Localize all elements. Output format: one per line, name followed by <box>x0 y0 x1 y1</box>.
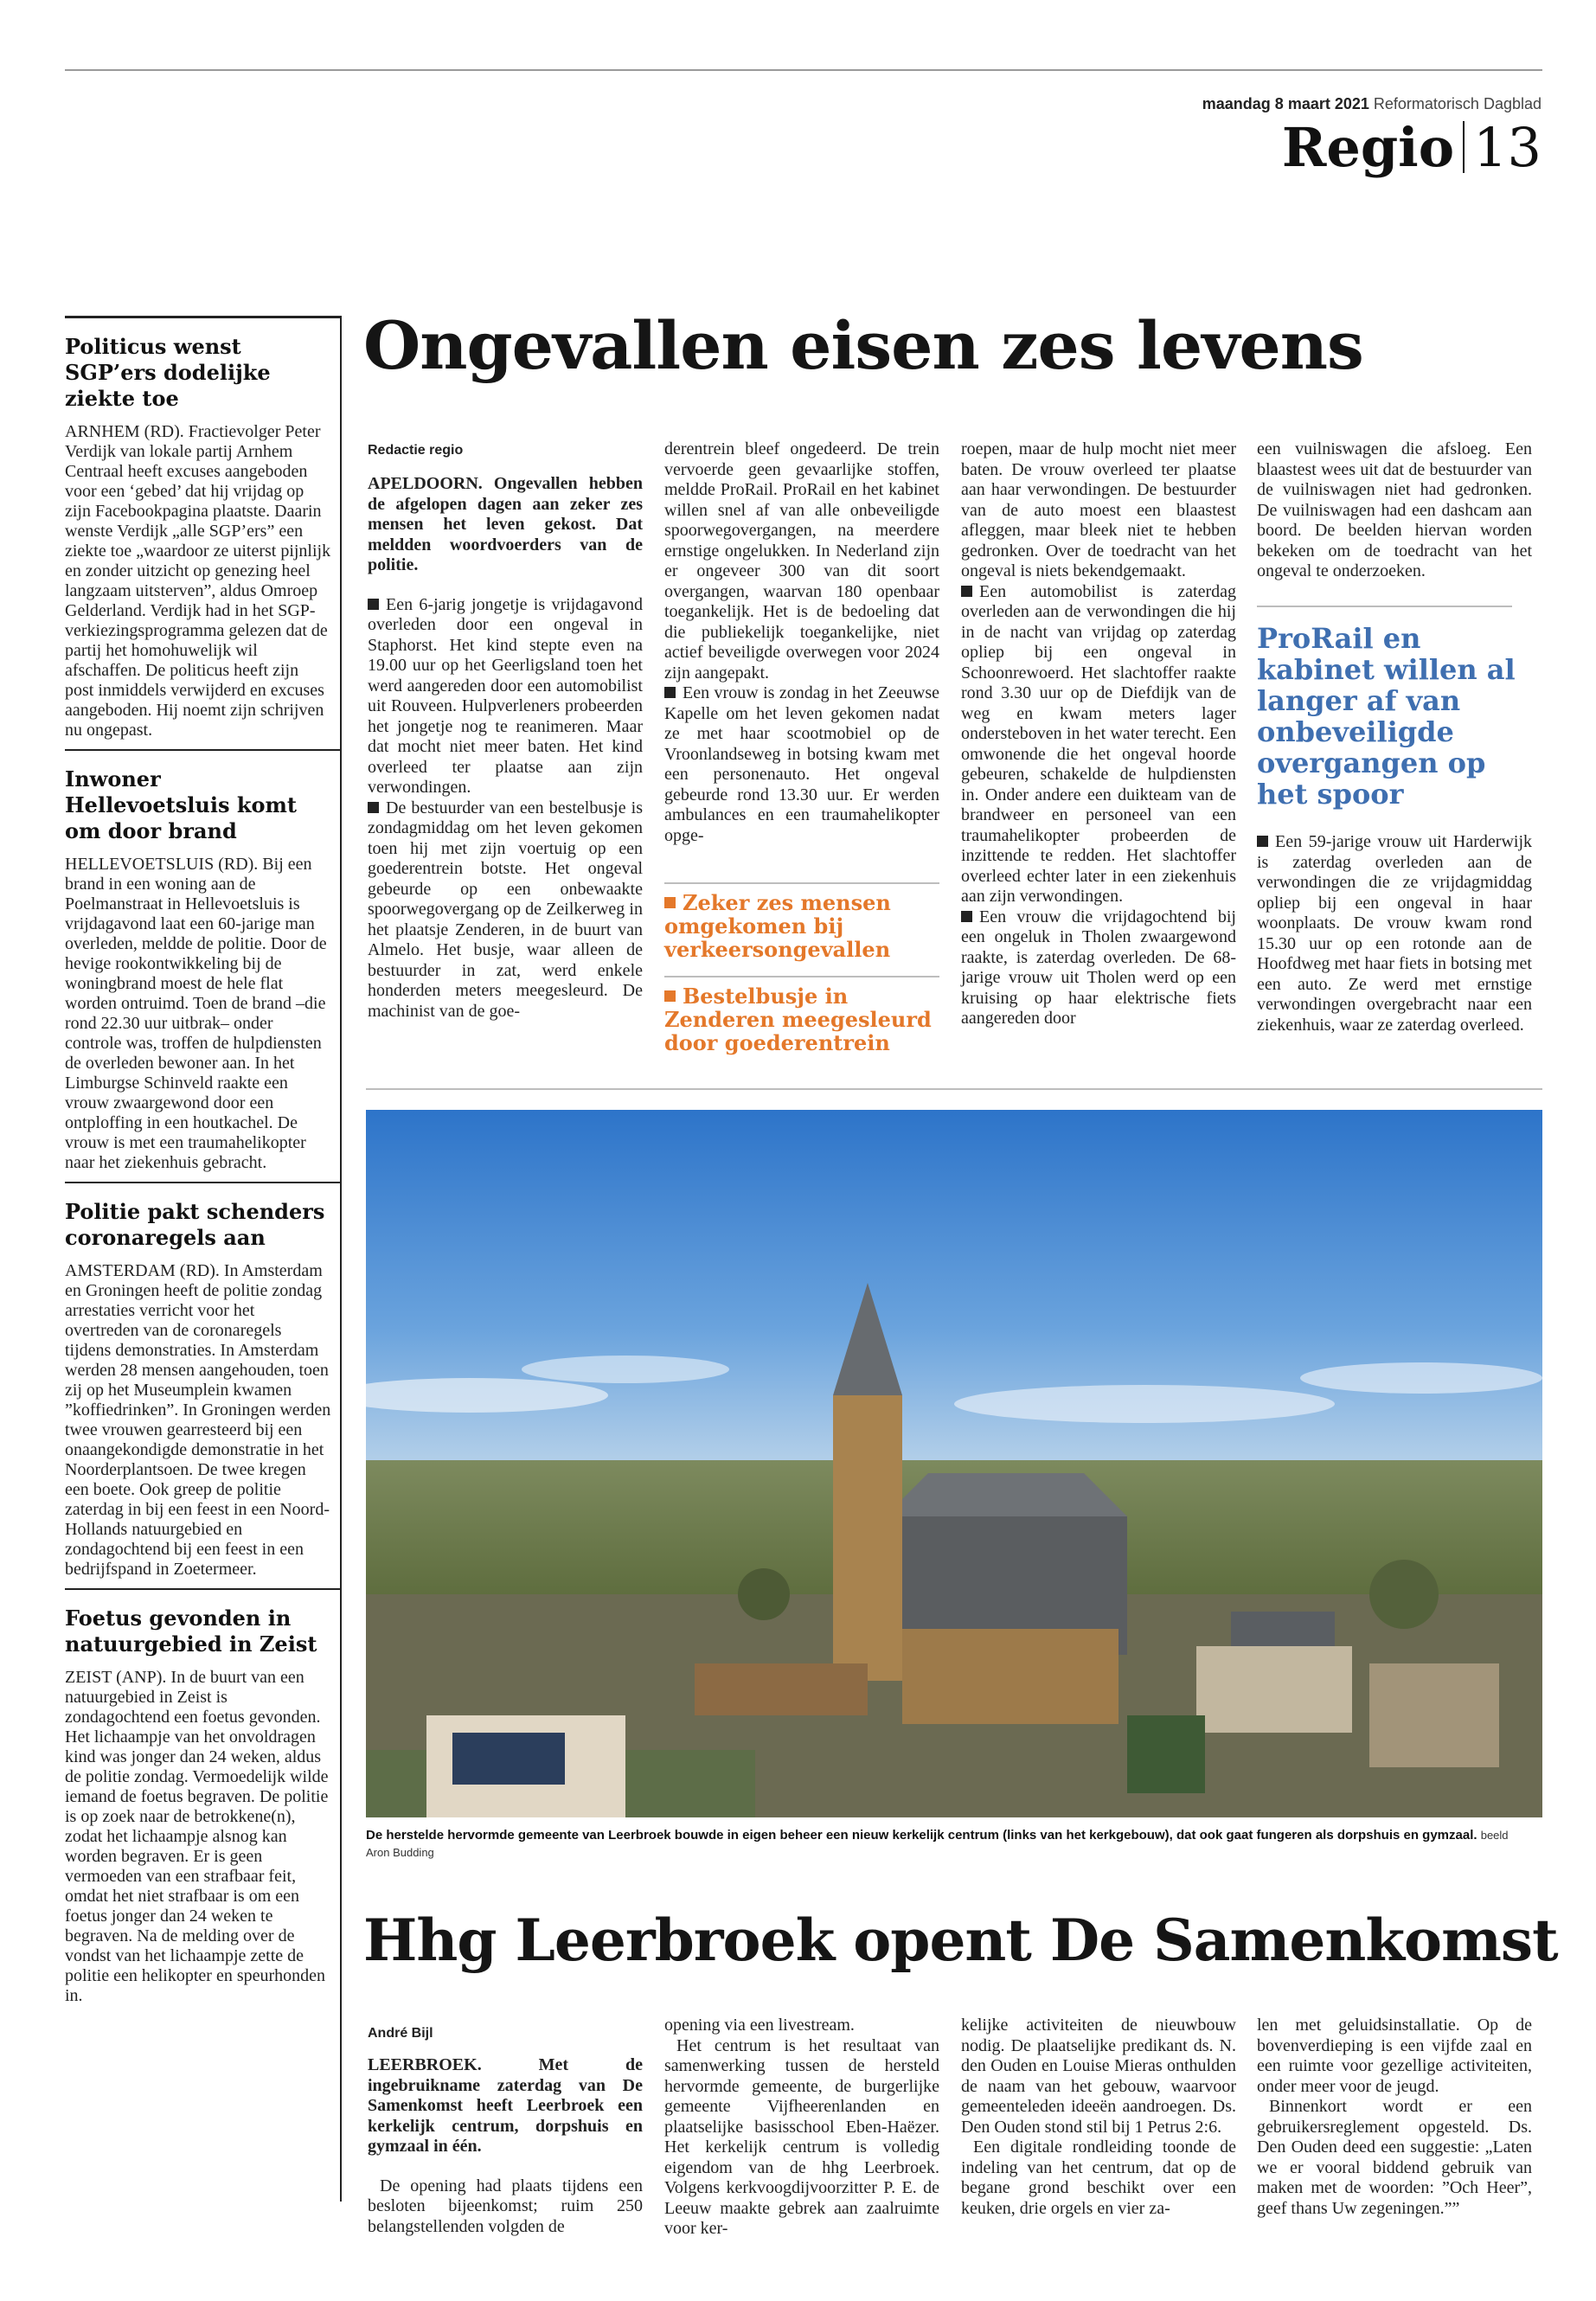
paragraph: Een 6-jarig jongetje is vrijdagavond overleden door een ongeval in Staphorst. Het kind stepte even na 19.00 uur op het Geerligsland toen het werd aangereden door een automobilist uit Rouveen. Hulpverleners probeerden het jongetje nog te reanimeren. Maar dat mocht niet meer baten. Het kind overleed ter plaatse aan zijn verwondingen. <box>368 594 643 797</box>
brief-body: HELLEVOETSLUIS (RD). Bij een brand in een woning aan de Poelmanstraat in Hellevoetsluis is vrijdagavond laat een 60-jarige man overleden, meldde de politie. Door de hevige rookontwikkeling bij de woningbrand moest de hele flat worden ontruimd. Toen de brand –die rond 22.30 uur uitbrak– onder controle was, troffen de hulpdiensten de overleden bewoner aan. In het Limburgse Schinveld raakte een vrouw zwaargewond door een ontploffing in een houtkachel. De vrouw is met een traumahelikopter naar het ziekenhuis gebracht. <box>65 855 327 1172</box>
paragraph: Een vrouw die vrijdagochtend bij een ongeluk in Tholen zwaargewond raakte, is zaterdag overleden. De 68-jarige vrouw uit Tholen werd op een kruising op haar elektrische fiets aangereden door <box>961 907 1236 1028</box>
brief-item <box>65 1588 340 2015</box>
kicker-rule <box>664 882 939 884</box>
article2-column-1 <box>368 2055 643 2237</box>
bullet-square <box>961 911 972 922</box>
paragraph: kelijke activiteiten de nieuwbouw nodig. De plaatselijke predikant ds. N. den Ouden en Louise Mieras onthulden de naam van het gebouw, waarvoor gemeenteleden ideeën aandroegen. Ds. Den Ouden stond stil bij 1 Petrus 2:6. <box>961 2016 1236 2137</box>
brief-title: Politicus wenst SGP’ers dodelijke ziekte toe <box>65 334 271 411</box>
bullet-square <box>961 586 972 597</box>
paragraph: Binnenkort wordt er een gebruikersreglement opgesteld. Ds. Den Ouden deed een suggestie: „Laten we er vooral biddend gebruik van maken met de woorden: ”Och Heer”, geef thans Uw zegeningen.”” <box>1257 2097 1532 2218</box>
dateline <box>1202 95 1542 113</box>
bullet-square <box>664 687 676 698</box>
paragraph: roepen, maar de hulp mocht niet meer baten. De vrouw overleed ter plaatse aan haar verwondingen. De bestuurder van de auto moest een blaastest afleggen, maar bleek niet te hebben gedronken. Over de toedracht van het ongeval is niets bekendgemaakt. <box>961 439 1236 580</box>
brief-item <box>65 749 340 1182</box>
article-intro: LEERBROEK. Met de ingebruikname zaterdag van De Samenkomst heeft Leerbroek een kerkelijk centrum, dorpshuis en gymzaal in één. <box>368 2055 643 2156</box>
bullet-square <box>1257 836 1268 847</box>
article-column-3 <box>961 439 1236 1029</box>
article-headline: Hhg Leerbroek opent De Samenkomst <box>363 1907 1558 1974</box>
subhead-rule <box>1257 606 1512 607</box>
paragraph: len met geluidsinstallatie. Op de bovenverdieping is een vijfde zaal en een ruimte voor gezellige activiteiten, onder meer voor de jeugd. <box>1257 2016 1532 2096</box>
article2-column-2 <box>664 2016 939 2240</box>
issue-date: maandag 8 maart 2021 <box>1202 95 1369 112</box>
article2-column-4 <box>1257 2016 1532 2219</box>
article-column-2 <box>664 439 939 846</box>
brief-item <box>65 1182 340 1588</box>
paragraph: De opening had plaats tijdens een besloten bijeenkomst; ruim 250 belangstellenden volgden de <box>368 2176 643 2236</box>
kicker-rule <box>664 976 939 977</box>
brief-item <box>65 316 340 749</box>
article-subheading: ProRail en kabinet willen al langer af van onbeveiligde overgangen op het spoor <box>1257 622 1516 811</box>
article-byline: André Bijl <box>368 2026 433 2041</box>
brief-body: ARNHEM (RD). Fractievolger Peter Verdijk van lokale partij Arnhem Centraal heeft excuses aangeboden voor een ‘gebed’ dat hij vrijdag op zijn Facebookpagina plaatste. Daarin wenste Verdijk „alle SGP’ers” een ziekte toe „waardoor ze uiterst pijnlijk en zonder uitzicht op genezing heel langzaam uitsterven”, aldus Omroep Gelderland. Verdijk had in het SGP-verkiezingsprogramma gelezen dat de partij het homohuwelijk wil afschaffen. De politicus heeft zijn post inmiddels verwijderd en excuses aangeboden. Hij noemt zijn schrijven nu ongepast. <box>65 422 331 740</box>
section-name: Regio <box>1281 116 1455 179</box>
article-column-4 <box>1257 439 1532 582</box>
bullet-square <box>664 990 676 1002</box>
paragraph: Een 59-jarige vrouw uit Harderwijk is zaterdag overleden aan de verwondingen die ze vrijdagmiddag opliep bij een ongeval in haar woonplaats. De vrouw kwam rond 15.30 uur op een rotonde aan de Hoofdweg met haar fiets in botsing met een auto. Ze werd met ernstige verwondingen overgebracht naar een ziekenhuis, waar ze zaterdag overleed. <box>1257 832 1532 1035</box>
article-column-1 <box>368 474 643 1022</box>
brief-title: Inwoner Hellevoetsluis komt om door brand <box>65 766 297 843</box>
bullet-square <box>368 599 379 610</box>
article2-column-3 <box>961 2016 1236 2219</box>
paragraph: Een vrouw is zondag in het Zeeuwse Kapelle om het leven gekomen nadat ze met haar scootmobiel op de Vroonlandseweg in botsing kwam met een personenauto. Het ongeval gebeurde rond 13.30 uur. Er werden ambulances en een traumahelikopter opge- <box>664 683 939 845</box>
paragraph: derentrein bleef ongedeerd. De trein vervoerde geen gevaarlijke stoffen, meldde ProRail. ProRail en het kabinet willen snel af van alle onbeveiligde spoorwegovergangen, na meerdere ernstige ongelukken. In Nederland zijn er ongeveer 300 van dit soort overgangen, waarvan 180 openbaar toegankelijk. Het is de bedoeling dat die publiekelijk toegankelijke, niet actief beveiligde overwegen voor 2024 zijn aangepakt. <box>664 439 939 683</box>
photo-credit: beeld Aron Budding <box>366 1829 1509 1859</box>
section-divider <box>1463 121 1465 173</box>
bullet-square <box>368 802 379 813</box>
quote-kicker: Bestelbusje in Zenderen meegesleurd door goederentrein <box>664 984 932 1055</box>
article-column-4-bottom <box>1257 832 1532 1035</box>
page-number: 13 <box>1473 116 1542 179</box>
brief-title: Politie pakt schenders coronaregels aan <box>65 1199 325 1250</box>
church-aerial-photo <box>366 1110 1542 1817</box>
article-headline: Ongevallen eisen zes levens <box>363 307 1363 384</box>
paragraph: Het centrum is het resultaat van samenwerking tussen de hersteld hervormde gemeente, de burgerlijke gemeente Vijfheerenlanden en plaatselijke basisschool Eben-Haëzer. Het kerkelijk centrum is volledig eigendom van de hhg Leerbroek. Volgens kerkvoogdijvoorzitter P. E. de Leeuw maakte gebrek aan zaalruimte voor ker- <box>664 2035 939 2238</box>
article-intro: APELDOORN. Ongevallen hebben de afgelopen dagen aan zeker zes mensen het leven gekost. Dat meldden woordvoerders van de politie. <box>368 474 643 574</box>
paragraph: De bestuurder van een bestelbusje is zondagmiddag om het leven gekomen toen hij met zijn voertuig op een goederentrein botste. Het ongeval gebeurde op een onbewaakte spoorwegovergang op de Zeilkerweg in het plaatsje Zenderen, in de buurt van Almelo. Het busje, waar alleen de bestuurder in zat, werd enkele honderden meters meegesleurd. De machinist van de goe- <box>368 798 643 1021</box>
brief-body: AMSTERDAM (RD). In Amsterdam en Groningen heeft de politie zondag arrestaties verricht voor het overtreden van de coronaregels tijdens demonstraties. In Amsterdam werden 28 mensen aangehouden, toen zij op het Museumplein kwamen ”koffiedrinken”. In Groningen werden twee vrouwen gearresteerd bij een onaangekondigde demonstratie in het Noorderplantsoen. De twee kregen een boete. Ook greep de politie zaterdag in bij een feest in een Noord-Hollands natuurgebied en zondagochtend bij een feest in een bedrijfspand in Zoetermeer. <box>65 1261 331 1579</box>
caption-text: De herstelde hervormde gemeente van Leerbroek bouwde in eigen beheer een nieuw kerkelijk centrum (links van het kerkgebouw), dat ook gaat fungeren als dorpshuis en gymzaal. <box>366 1828 1477 1843</box>
top-rule <box>65 69 1542 71</box>
news-briefs-sidebar <box>65 316 342 2202</box>
quote-kicker: Zeker zes mensen omgekomen bij verkeersongevallen <box>664 890 891 962</box>
paragraph: opening via een livestream. <box>664 2016 855 2035</box>
photo-caption <box>366 1827 1529 1862</box>
brief-body: ZEIST (ANP). In de buurt van een natuurgebied in Zeist is zondagochtend een foetus gevonden. Het lichaampje van het onvoldragen kind was jonger dan 24 weken, aldus de politie zondag. Vermoedelijk wilde iemand de foetus begraven. De politie is op zoek naar de betrokkene(n), zodat het lichaampje alsnog kan worden begraven. Er is geen vermoeden van een strafbaar feit, omdat het niet strafbaar is om een foetus jonger dan 24 weken te begraven. Na de melding over de vondst van het lichaampje zette de politie een helikopter en speurhonden in. <box>65 1668 329 2005</box>
section-header <box>1281 116 1542 179</box>
article-byline: Redactie regio <box>368 443 464 458</box>
section-rule <box>366 1088 1542 1090</box>
paragraph: Een digitale rondleiding toonde de indeling van het centrum, dat op de begane grond beschikt over een keuken, drie orgels en vier za- <box>961 2138 1236 2218</box>
paragraph: Een automobilist is zaterdag overleden aan de verwondingen die hij in de nacht van vrijdag op zaterdag opliep bij een ongeval in Schoonrewoerd. Het slachtoffer raakte rond 3.30 uur op de Diefdijk van de weg en kwam meters lager ondersteboven in het water terecht. Een omwonende die het ongeval hoorde gebeuren, schakelde de hulpdiensten in. Onder andere een duikteam van de brandweer en personeel van een traumahelikopter probeerden de inzittende te redden. Het slachtoffer overleed echter later in een ziekenhuis aan zijn verwondingen. <box>961 581 1236 906</box>
paragraph: een vuilniswagen die afsloeg. Een blaastest wees uit dat de bestuurder van de vuilniswagen niet had gedronken. De vuilniswagen had een dashcam aan boord. De beelden hiervan worden bekeken om de toedracht van het ongeval te onderzoeken. <box>1257 439 1532 580</box>
bullet-square <box>664 897 676 908</box>
brief-title: Foetus gevonden in natuurgebied in Zeist <box>65 1606 317 1657</box>
newspaper-name: Reformatorisch Dagblad <box>1373 95 1542 112</box>
